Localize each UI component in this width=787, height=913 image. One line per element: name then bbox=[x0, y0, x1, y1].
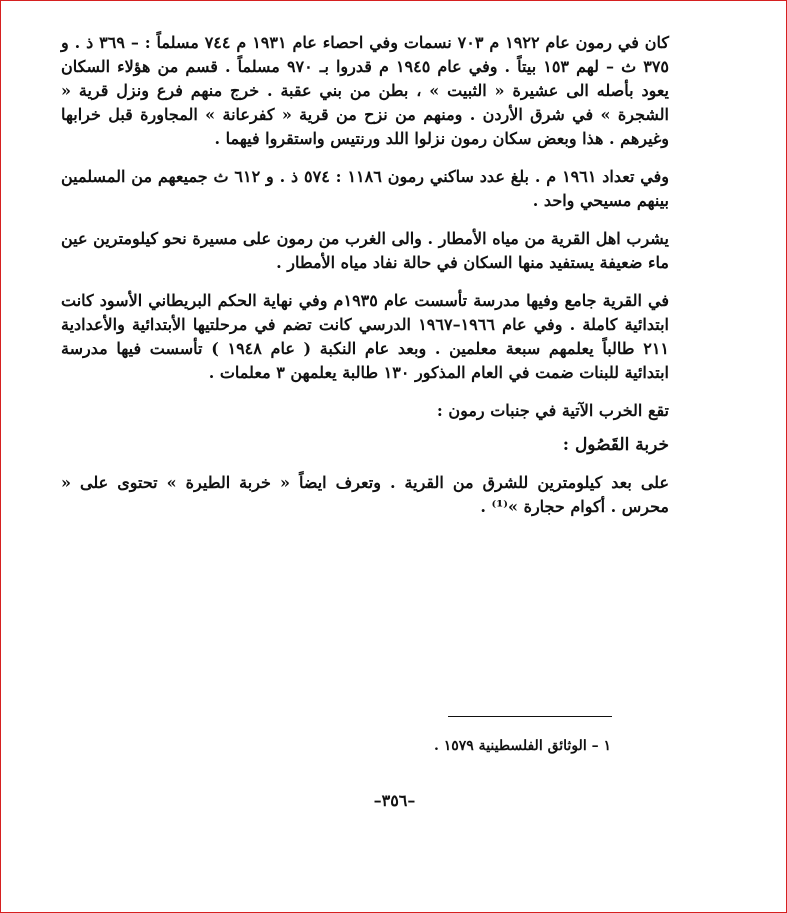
page-body bbox=[61, 21, 669, 533]
footnote-divider bbox=[448, 716, 612, 717]
paragraph-population-1922: كان في رمون عام ١٩٢٢ م ٧٠٣ نسمات وفي احصاء عام ١٩٣١ م ٧٤٤ مسلماً : – ٣٦٩ ذ . و ٣٧٥ ث – لهم ١٥٣ بيتاً . وفي عام ١٩٤٥ م قدروا بـ ٩٧٠ مسلماً . قسم من هؤلاء السكان يعود بأصله الى عشيرة « الثبيت » ، بطن من بني عقبة . خرج منهم فرع ونزل قرية « الشجرة » في شرق الأردن . ومنهم من نزح من قرية « كفرعانة » المجاورة قبل خرابها وغيرهم . هذا وبعض سكان رمون نزلوا اللد ورنتيس واستقروا فيهما . bbox=[61, 33, 670, 148]
footnote: ١ – الوثائق الفلسطينية ١٥٧٩ . bbox=[433, 738, 611, 754]
page-number: –٣٥٦– bbox=[373, 791, 416, 810]
paragraph-schools: في القرية جامع وفيها مدرسة تأسست عام ١٩٣٥م وفي نهاية الحكم البريطاني الأسود كانت ابتدائية كاملة . وفي عام ١٩٦٦–١٩٦٧ الدرسي كانت تضم في مرحلتيها الأبتدائية والأعدادية ٢١١ طالباً يعلمهم سبعة معلمين . وبعد عام النكبة ( عام ١٩٤٨ ) تأسست فيها مدرسة ابتدائية للبنات ضمت في العام المذكور ١٣٠ طالبة يعلمهن ٣ معلمات . bbox=[61, 291, 670, 382]
paragraph-census-1961: وفي تعداد ١٩٦١ م . بلغ عدد ساكني رمون ١١٨٦ : ٥٧٤ ذ . و ٦١٢ ث جميعهم من المسلمين بينهم مسيحي واحد . bbox=[61, 167, 670, 210]
paragraph-ruins-intro: تقع الخرب الآتية في جنبات رمون : bbox=[436, 401, 669, 420]
paragraph-khirbet-description: على بعد كيلومترين للشرق من القرية . وتعرف ايضاً « خربة الطيرة » تحتوى على « محرس . أكوام حجارة »⁽¹⁾ . bbox=[61, 473, 669, 516]
paragraph-water-sources: يشرب اهل القرية من مياه الأمطار . والى الغرب من رمون على مسيرة نحو كيلومترين عين ماء ضعيفة يستفيد منها السكان في حالة نفاد مياه الأمطار . bbox=[61, 229, 669, 272]
section-heading-khirbet: خربة القَصُول : bbox=[562, 435, 669, 455]
